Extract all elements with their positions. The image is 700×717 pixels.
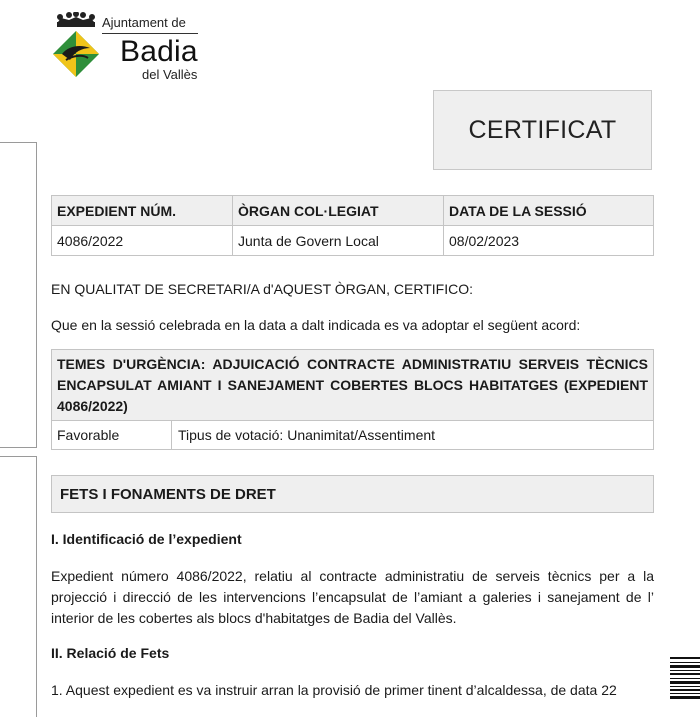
margin-frame-bottom <box>0 456 37 717</box>
certify-statement: EN QUALITAT DE SECRETARI/A d'AQUEST ÒRGAN, CERTIFICO: <box>51 281 473 297</box>
value-expedient: 4086/2022 <box>52 226 233 256</box>
header-expedient: EXPEDIENT NÚM. <box>52 196 233 226</box>
shield-icon <box>52 30 100 78</box>
logo-sub-text: del Vallès <box>142 67 198 82</box>
paragraph-identification: Expedient número 4086/2022, relatiu al contracte administratiu de serveis tècnics per a la projecció i direcció de les intervencions l’encapsulat de l’amiant a galeries i sanejament de l’ interior de les cobertes als blocs d'habitatges de Badia del Vallès. <box>51 568 654 626</box>
logo-rule <box>102 33 198 34</box>
table-header-row <box>52 196 654 226</box>
crown-icon <box>55 12 97 28</box>
logo-name: Badia <box>120 35 198 68</box>
agreement-result-row <box>52 421 653 449</box>
barcode-icon <box>670 657 700 700</box>
agreement-title: TEMES D'URGÈNCIA: ADJUICACIÓ CONTRACTE ADMINISTRATIU SERVEIS TÈCNICS ENCAPSULAT AMIANT I SANEJAMENT COBERTES BLOCS HABITATGES (EXPEDIENT 4086/2022) <box>52 350 653 421</box>
municipality-logo <box>50 12 210 84</box>
certificate-title: CERTIFICAT <box>468 115 617 144</box>
value-organ: Junta de Govern Local <box>233 226 444 256</box>
agreement-box <box>51 349 654 450</box>
section-title-box <box>51 475 654 513</box>
session-meta-table <box>51 195 654 256</box>
heading-identification: I. Identificació de l’expedient <box>51 531 242 547</box>
agreement-result: Favorable <box>52 421 172 449</box>
vote-type: Tipus de votació: Unanimitat/Assentiment <box>178 427 436 443</box>
certificate-title-box <box>433 90 652 170</box>
session-statement: Que en la sessió celebrada en la data a dalt indicada es va adoptar el següent acord: <box>51 317 581 333</box>
header-organ: ÒRGAN COL·LEGIAT <box>233 196 444 226</box>
logo-top-text: Ajuntament de <box>102 15 186 30</box>
paragraph-facts: 1. Aquest expedient es va instruir arran la provisió de primer tinent d’alcaldessa, de data 22 <box>51 682 617 698</box>
header-session-date: DATA DE LA SESSIÓ <box>444 196 654 226</box>
value-session-date: 08/02/2023 <box>444 226 654 256</box>
section-title: FETS I FONAMENTS DE DRET <box>60 485 276 503</box>
margin-frame-top <box>0 142 37 448</box>
heading-facts: II. Relació de Fets <box>51 645 170 661</box>
table-row <box>52 226 654 256</box>
